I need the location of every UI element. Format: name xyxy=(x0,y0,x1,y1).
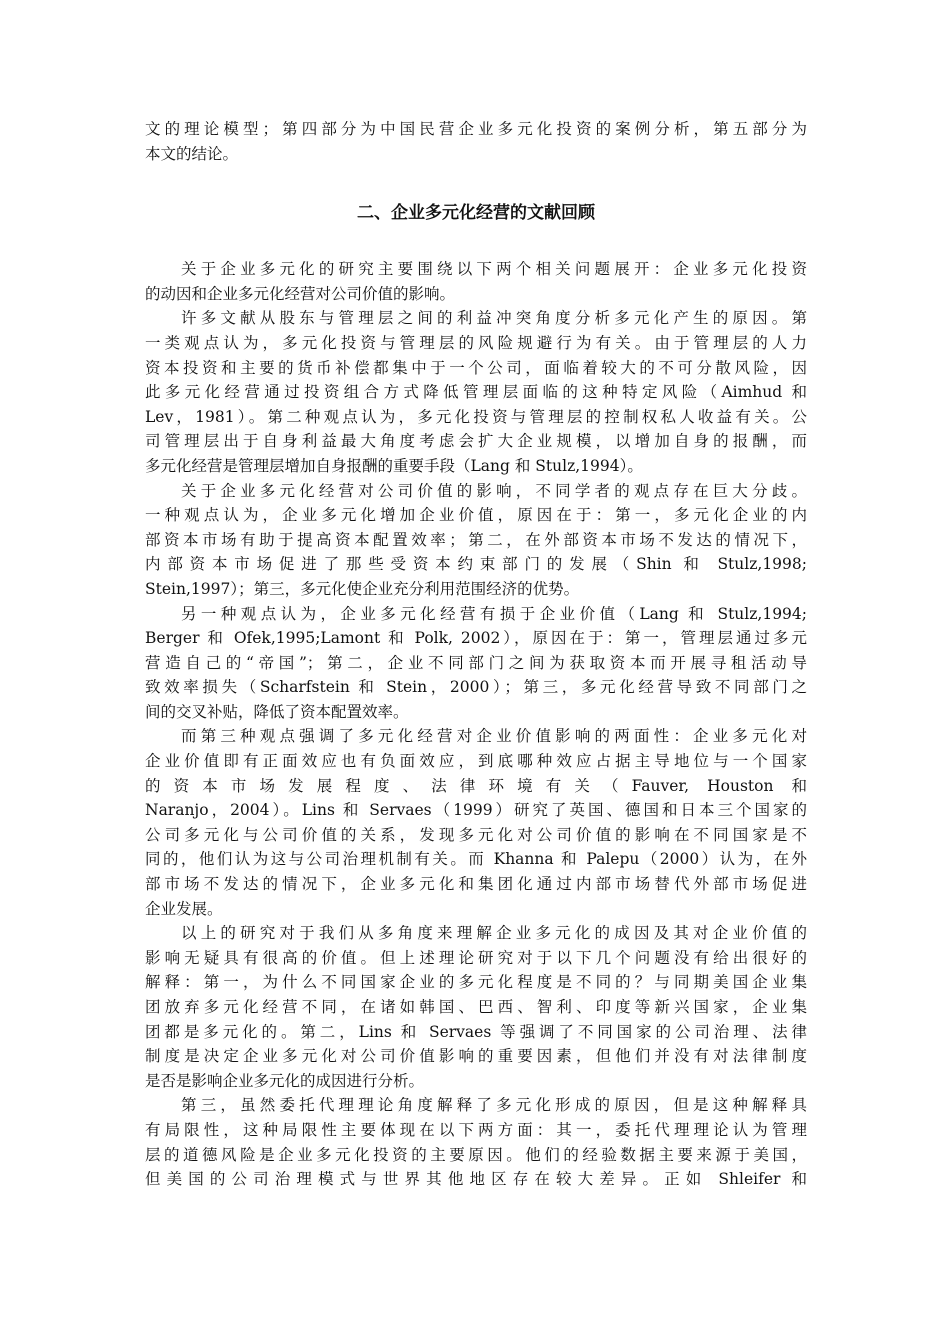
text-line: Stein,1997）；第三，多元化使企业充分利用范围经济的优势。 xyxy=(145,579,580,598)
text-line: 团都是多元化的。第二，Lins 和 Servaes 等强调了不同国家的公司治理、法律 xyxy=(145,1022,807,1041)
text-line: 间的交叉补贴，降低了资本配置效率。 xyxy=(145,702,409,721)
text-line: 致效率损失（Scharfstein 和 Stein，2000）；第三，多元化经营导致不同部门之 xyxy=(145,678,807,697)
paragraph xyxy=(145,602,807,725)
text-line: 企业发展。 xyxy=(145,899,223,918)
text-line: 文的理论模型；第四部分为中国民营企业多元化投资的案例分析，第五部分为 xyxy=(145,120,807,138)
text-line: 本文的结论。 xyxy=(145,144,239,163)
text-line: 有局限性，这种局限性主要体现在以下两方面：其一，委托代理理论认为管理 xyxy=(145,1120,807,1139)
text-line: 的资本市场发展程度、法律环境有关（Fauver, Houston 和 xyxy=(145,776,807,795)
text-line: 部市场不发达的情况下，企业多元化和集团化通过内部市场替代外部市场促进 xyxy=(145,875,807,894)
text-line: 企业价值即有正面效应也有负面效应，到底哪种效应占据主导地位与一个国家 xyxy=(145,752,807,771)
text-line: 关于企业多元化的研究主要围绕以下两个相关问题展开：企业多元化投资 xyxy=(181,260,807,279)
paragraph xyxy=(145,1093,807,1191)
text-line: 另一种观点认为，企业多元化经营有损于企业价值（Lang 和 Stulz,1994; xyxy=(181,604,807,623)
intro-paragraph xyxy=(145,117,807,166)
text-line: Lev，1981）。第二种观点认为，多元化投资与管理层的控制权私人收益有关。公 xyxy=(145,407,807,426)
text-line: 营造自己的“帝国”；第二，企业不同部门之间为获取资本而开展寻租活动导 xyxy=(145,653,807,672)
paragraph xyxy=(145,921,807,1093)
paragraph xyxy=(145,257,807,306)
text-line: 制度是决定企业多元化对公司价值影响的重要因素，但他们并没有对法律制度 xyxy=(145,1047,807,1066)
text-line: 关于企业多元化经营对公司价值的影响，不同学者的观点存在巨大分歧。 xyxy=(181,481,807,500)
text-line: 层的道德风险是企业多元化投资的主要原因。他们的经验数据主要来源于美国， xyxy=(145,1145,807,1164)
text-line: 资本投资和主要的货币补偿都集中于一个公司，面临着较大的不可分散风险，因 xyxy=(145,358,807,377)
body-text xyxy=(145,257,807,1192)
text-line: 的动因和企业多元化经营对公司价值的影响。 xyxy=(145,284,456,303)
paragraph xyxy=(145,724,807,921)
text-line: 一类观点认为，多元化投资与管理层的风险规避行为有关。由于管理层的人力 xyxy=(145,333,807,352)
text-line: 影响无疑具有很高的价值。但上述理论研究对于以下几个问题没有给出很好的 xyxy=(145,948,807,967)
text-line: 是否是影响企业多元化的成因进行分析。 xyxy=(145,1071,425,1090)
text-line: 解释：第一，为什么不同国家企业的多元化程度是不同的？与同期美国企业集 xyxy=(145,973,807,992)
text-line: 同的，他们认为这与公司治理机制有关。而 Khanna 和 Palepu（2000）认为，在外 xyxy=(145,850,807,869)
text-line: 一种观点认为，企业多元化增加企业价值，原因在于：第一，多元化企业的内 xyxy=(145,506,807,525)
text-line: 以上的研究对于我们从多角度来理解企业多元化的成因及其对企业价值的 xyxy=(181,924,807,943)
text-line: 部资本市场有助于提高资本配置效率；第二，在外部资本市场不发达的情况下， xyxy=(145,530,807,549)
document-page xyxy=(145,117,807,1192)
text-line: Naranjo，2004）。Lins 和 Servaes（1999）研究了英国、德国和日本三个国家的 xyxy=(145,801,807,820)
paragraph xyxy=(145,306,807,478)
paragraph xyxy=(145,479,807,602)
text-line: 团放弃多元化经营不同，在诸如韩国、巴西、智利、印度等新兴国家，企业集 xyxy=(145,998,807,1016)
text-line: 但美国的公司治理模式与世界其他地区存在较大差异。正如 Shleifer 和 xyxy=(145,1170,807,1189)
text-line: 第三，虽然委托代理理论角度解释了多元化形成的原因，但是这种解释具 xyxy=(181,1096,807,1115)
text-line: 内部资本市场促进了那些受资本约束部门的发展（Shin 和 Stulz,1998; xyxy=(145,555,807,574)
text-line: 司管理层出于自身利益最大角度考虑会扩大企业规模，以增加自身的报酬，而 xyxy=(145,432,807,451)
text-line: Berger 和 Ofek,1995;Lamont 和 Polk, 2002），原因在于：第一，管理层通过多元 xyxy=(145,629,807,648)
text-line: 此多元化经营通过投资组合方式降低管理层面临的这种特定风险（Aimhud 和 xyxy=(145,383,807,402)
text-line: 多元化经营是管理层增加自身报酬的重要手段（Lang 和 Stulz,1994）。 xyxy=(145,456,643,475)
text-line: 公司多元化与公司价值的关系，发现多元化对公司价值的影响在不同国家是不 xyxy=(145,825,807,844)
text-line: 而第三种观点强调了多元化经营对企业价值影响的两面性：企业多元化对 xyxy=(181,727,807,746)
section-title: 二、企业多元化经营的文献回顾 xyxy=(357,203,595,224)
text-line: 许多文献从股东与管理层之间的利益冲突角度分析多元化产生的原因。第 xyxy=(181,309,807,328)
